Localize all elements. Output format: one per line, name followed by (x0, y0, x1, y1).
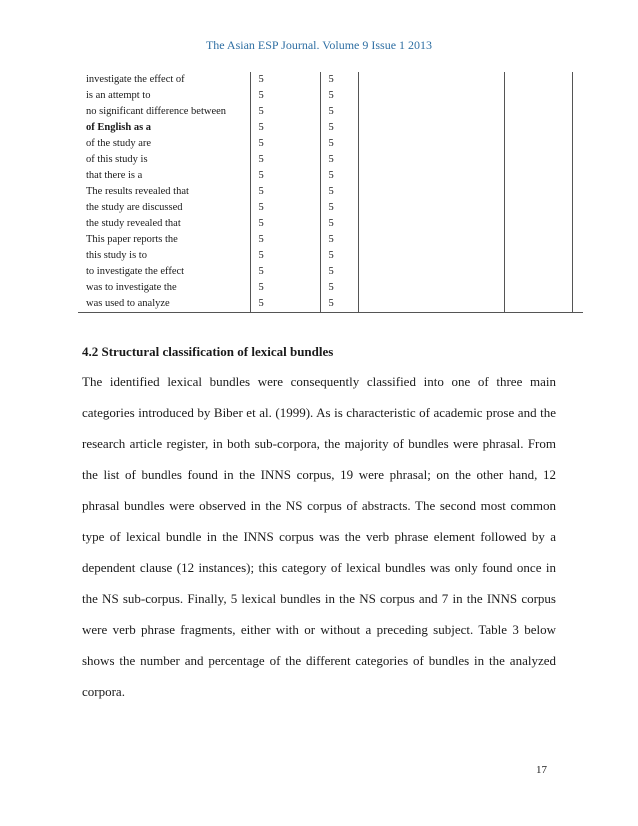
empty-cell (572, 120, 583, 136)
freq-cell-2: 5 (320, 120, 358, 136)
bundle-cell: to investigate the effect (86, 265, 185, 277)
empty-cell (572, 104, 583, 120)
table-row (78, 264, 583, 280)
table-row (78, 72, 583, 88)
table-body (78, 72, 583, 313)
bundle-cell: no significant difference between (86, 106, 227, 118)
empty-cell (572, 296, 583, 313)
bundle-cell: The results revealed that (86, 185, 189, 197)
body-paragraph: The identified lexical bundles were consequently classified into one of three main categories introduced by Biber et al. (1999). As is characteristic of academic prose and the research article register, in both sub-corpora, the majority of bundles were phrasal. From the list of bundles found in the INNS corpus, 19 were phrasal; on the other hand, 12 phrasal bundles were observed in the NS corpus of abstracts. The second most common type of lexical bundle in the INNS corpus was the verb phrase element followed by a dependent clause (12 instances); this category of lexical bundles was only found once in the NS sub-corpus. Finally, 5 lexical bundles in the NS corpus and 7 in the INNS corpus were verb phrase fragments, either with or without a preceding subject. Table 3 below shows the number and percentage of the different categories of bundles in the analyzed corpora. (82, 374, 556, 699)
empty-cell (504, 216, 572, 232)
empty-cell (358, 72, 504, 88)
table-row (78, 88, 583, 104)
empty-cell (572, 184, 583, 200)
bundle-cell: This paper reports the (86, 233, 178, 245)
section-heading: 4.2 Structural classification of lexical bundles (82, 344, 334, 359)
empty-cell (358, 296, 504, 313)
table-row (78, 216, 583, 232)
empty-cell (358, 200, 504, 216)
empty-cell (358, 280, 504, 296)
freq-cell-2: 5 (320, 264, 358, 280)
empty-cell (358, 184, 504, 200)
empty-cell (572, 200, 583, 216)
freq-cell-2: 5 (320, 104, 358, 120)
empty-cell (572, 88, 583, 104)
empty-cell (504, 232, 572, 248)
table-row (78, 232, 583, 248)
empty-cell (504, 184, 572, 200)
empty-cell (504, 200, 572, 216)
freq-cell-2: 5 (320, 232, 358, 248)
freq-cell-1: 5 (250, 88, 320, 104)
table-row (78, 120, 583, 136)
empty-cell (572, 216, 583, 232)
page-number: 17 (536, 764, 547, 776)
freq-cell-2: 5 (320, 152, 358, 168)
empty-cell (504, 120, 572, 136)
empty-cell (572, 168, 583, 184)
freq-cell-1: 5 (250, 248, 320, 264)
table-row (78, 104, 583, 120)
freq-cell-1: 5 (250, 104, 320, 120)
bundle-cell: the study are discussed (86, 201, 183, 213)
empty-cell (572, 152, 583, 168)
empty-cell (504, 72, 572, 88)
empty-cell (358, 136, 504, 152)
bundle-cell: the study revealed that (86, 217, 181, 229)
freq-cell-1: 5 (250, 72, 320, 88)
bundle-cell: that there is a (86, 170, 143, 181)
empty-cell (358, 232, 504, 248)
empty-cell (358, 168, 504, 184)
bundle-cell: is an attempt to (86, 90, 151, 102)
empty-cell (504, 152, 572, 168)
freq-cell-1: 5 (250, 168, 320, 184)
freq-cell-2: 5 (320, 200, 358, 216)
freq-cell-2: 5 (320, 216, 358, 232)
running-header: The Asian ESP Journal. Volume 9 Issue 1 2013 (205, 38, 433, 52)
freq-cell-1: 5 (250, 136, 320, 152)
empty-cell (358, 248, 504, 264)
freq-cell-2: 5 (320, 136, 358, 152)
freq-cell-1: 5 (250, 152, 320, 168)
bundle-cell: this study is to (86, 249, 147, 261)
empty-cell (358, 216, 504, 232)
empty-cell (572, 72, 583, 88)
bundle-cell: of the study are (86, 138, 152, 150)
bundle-cell: was used to analyze (78, 296, 250, 313)
bundle-cell: of this study is (86, 154, 148, 166)
freq-cell-2: 5 (320, 296, 358, 313)
freq-cell-2: 5 (320, 72, 358, 88)
table-row (78, 184, 583, 200)
empty-cell (504, 104, 572, 120)
table-row (78, 136, 583, 152)
empty-cell (504, 168, 572, 184)
empty-cell (358, 264, 504, 280)
freq-cell-1: 5 (250, 296, 320, 313)
empty-cell (572, 248, 583, 264)
empty-cell (504, 296, 572, 313)
bundle-cell: of English as a (86, 122, 152, 134)
table-row (78, 248, 583, 264)
empty-cell (504, 264, 572, 280)
empty-cell (504, 280, 572, 296)
freq-cell-1: 5 (250, 232, 320, 248)
empty-cell (358, 152, 504, 168)
bundle-cell: investigate the effect of (86, 74, 185, 86)
freq-cell-2: 5 (320, 168, 358, 184)
table-row (78, 296, 583, 313)
empty-cell (572, 232, 583, 248)
empty-cell (504, 88, 572, 104)
empty-cell (504, 248, 572, 264)
empty-cell (572, 264, 583, 280)
freq-cell-1: 5 (250, 280, 320, 296)
freq-cell-2: 5 (320, 248, 358, 264)
freq-cell-1: 5 (250, 264, 320, 280)
empty-cell (572, 280, 583, 296)
table-row (78, 168, 583, 184)
empty-cell (504, 136, 572, 152)
empty-cell (358, 120, 504, 136)
empty-cell (572, 136, 583, 152)
empty-cell (358, 88, 504, 104)
table-row (78, 200, 583, 216)
lexical-bundles-table (78, 72, 583, 313)
table-row (78, 152, 583, 168)
freq-cell-1: 5 (250, 200, 320, 216)
freq-cell-2: 5 (320, 88, 358, 104)
freq-cell-2: 5 (320, 280, 358, 296)
empty-cell (358, 104, 504, 120)
freq-cell-1: 5 (250, 216, 320, 232)
freq-cell-1: 5 (250, 120, 320, 136)
table-row (78, 280, 583, 296)
bundle-cell: was to investigate the (86, 281, 177, 293)
freq-cell-1: 5 (250, 184, 320, 200)
freq-cell-2: 5 (320, 184, 358, 200)
